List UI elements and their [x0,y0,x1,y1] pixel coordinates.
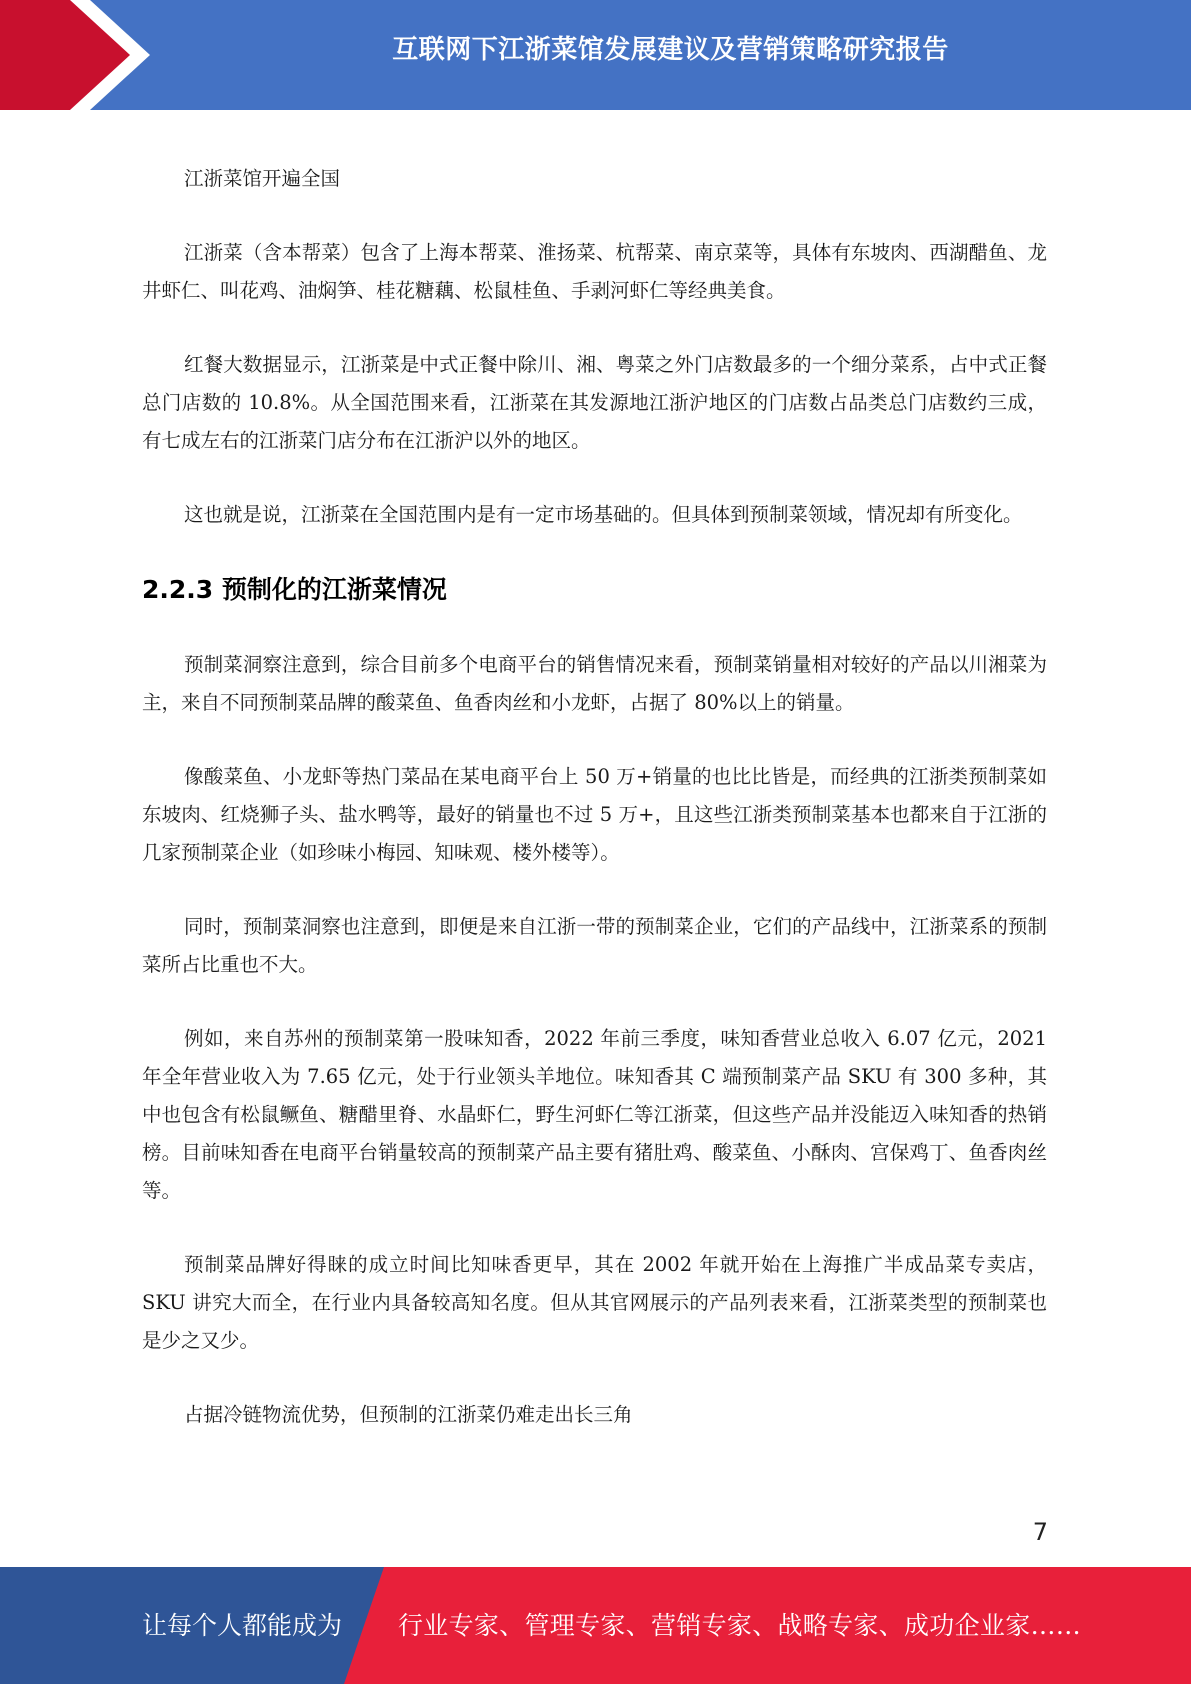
paragraph: 像酸菜鱼、小龙虾等热门菜品在某电商平台上 50 万+销量的也比比皆是，而经典的江浙类预制菜如东坡肉、红烧狮子头、盐水鸭等，最好的销量也不过 5 万+，且这些江浙类预制菜基本也都来自于江浙的几家预制菜企业（如珍味小梅园、知味观、楼外楼等）。 [142,765,1047,864]
paragraph: 这也就是说，江浙菜在全国范围内是有一定市场基础的。但具体到预制菜领域，情况却有所变化。 [184,503,1023,526]
paragraph: 例如，来自苏州的预制菜第一股味知香，2022 年前三季度，味知香营业总收入 6.07 亿元，2021 年全年营业收入为 7.65 亿元，处于行业领头羊地位。味知香其 C 端预制菜产品 SKU 有 300 多种，其中也包含有松鼠鳜鱼、糖醋里脊、水晶虾仁，野生河虾仁等江浙菜，但这些产品并没能迈入味知香的热销榜。目前味知香在电商平台销量较高的预制菜产品主要有猪肚鸡、酸菜鱼、小酥肉、宫保鸡丁、鱼香肉丝等。 [142,1027,1047,1202]
section-heading: 2.2.3 预制化的江浙菜情况 [142,575,447,604]
footer-slogan-right: 行业专家、管理专家、营销专家、战略专家、成功企业家…… [398,1611,1082,1640]
red-chevron-icon [0,0,160,110]
page-header [0,0,1191,110]
paragraph: 占据冷链物流优势，但预制的江浙菜仍难走出长三角 [184,1403,633,1426]
report-title: 互联网下江浙菜馆发展建议及营销策略研究报告 [392,35,949,65]
document-body [142,160,1047,1470]
page-number: 7 [1032,1518,1048,1546]
paragraph: 江浙菜（含本帮菜）包含了上海本帮菜、淮扬菜、杭帮菜、南京菜等，具体有东坡肉、西湖醋鱼、龙井虾仁、叫花鸡、油焖笋、桂花糖藕、松鼠桂鱼、手剥河虾仁等经典美食。 [142,241,1047,302]
footer-slogan-left: 让每个人都能成为 [142,1611,343,1640]
paragraph: 红餐大数据显示，江浙菜是中式正餐中除川、湘、粤菜之外门店数最多的一个细分菜系，占中式正餐总门店数的 10.8%。从全国范围来看，江浙菜在其发源地江浙沪地区的门店数占品类总门店数约三成，有七成左右的江浙菜门店分布在江浙沪以外的地区。 [142,353,1047,452]
page-footer [0,1567,1191,1684]
paragraph: 预制菜洞察注意到，综合目前多个电商平台的销售情况来看，预制菜销量相对较好的产品以川湘菜为主，来自不同预制菜品牌的酸菜鱼、鱼香肉丝和小龙虾，占据了 80%以上的销量。 [142,653,1047,714]
paragraph: 同时，预制菜洞察也注意到，即便是来自江浙一带的预制菜企业，它们的产品线中，江浙菜系的预制菜所占比重也不大。 [142,915,1047,976]
paragraph: 江浙菜馆开遍全国 [184,167,341,190]
chevron-red-shape [0,0,130,110]
paragraph: 预制菜品牌好得睐的成立时间比知味香更早，其在 2002 年就开始在上海推广半成品菜专卖店，SKU 讲究大而全，在行业内具备较高知名度。但从其官网展示的产品列表来看，江浙菜类型的预制菜也是少之又少。 [142,1253,1047,1352]
